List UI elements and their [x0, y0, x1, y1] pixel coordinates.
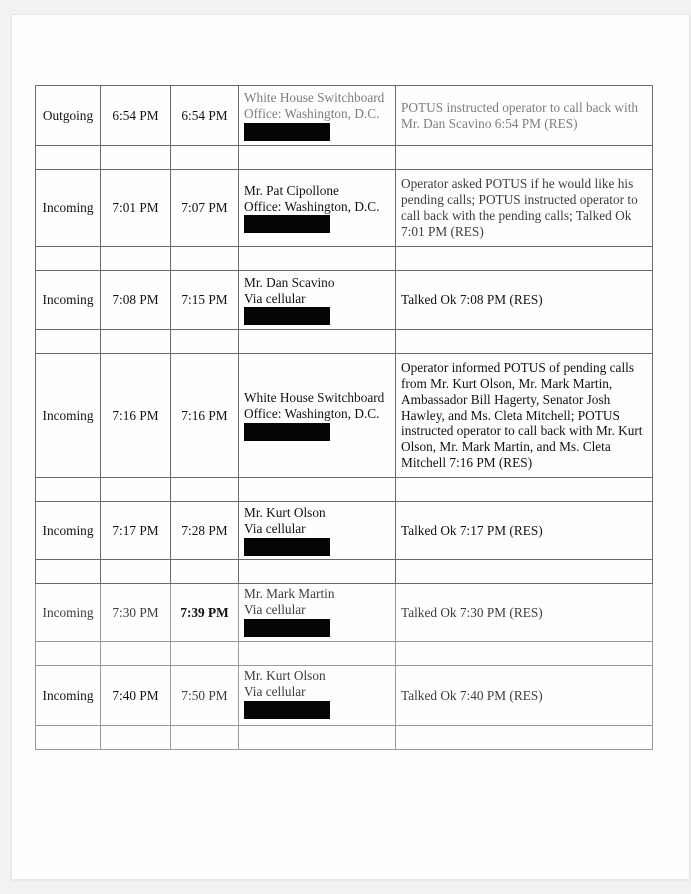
party-location: Via cellular	[244, 521, 306, 536]
call-direction: Incoming	[36, 666, 101, 726]
spacer-row	[36, 726, 653, 750]
call-direction: Incoming	[36, 271, 101, 330]
party-location: Via cellular	[244, 683, 306, 699]
call-party	[239, 584, 396, 642]
call-start-time: 7:17 PM	[101, 502, 171, 560]
redaction-block	[244, 215, 330, 233]
call-row	[36, 86, 653, 146]
call-row	[36, 271, 653, 330]
spacer-row	[36, 330, 653, 354]
call-notes: Operator asked POTUS if he would like his pending calls; POTUS instructed operator to call back with the pending calls; Talked Ok 7:01 PM (RES)	[396, 170, 653, 247]
redaction-block	[244, 123, 330, 141]
call-party	[239, 502, 396, 560]
spacer-row	[36, 247, 653, 271]
call-end-time: 7:15 PM	[171, 271, 239, 330]
party-name: Mr. Pat Cipollone	[244, 182, 339, 198]
redaction-block	[244, 538, 330, 556]
call-start-time: 6:54 PM	[101, 86, 171, 146]
call-row	[36, 666, 653, 726]
call-direction: Incoming	[36, 354, 101, 478]
call-row	[36, 354, 653, 478]
call-end-time: 6:54 PM	[171, 86, 239, 146]
call-party	[239, 170, 396, 247]
call-end-time: 7:39 PM	[171, 584, 239, 642]
call-notes: Talked Ok 7:08 PM (RES)	[396, 271, 653, 330]
party-location: Office: Washington, D.C.	[244, 406, 380, 421]
party-name: Mr. Kurt Olson	[244, 505, 326, 521]
call-direction: Incoming	[36, 502, 101, 560]
call-notes: Talked Ok 7:17 PM (RES)	[396, 502, 653, 560]
party-location: Office: Washington, D.C.	[244, 106, 380, 121]
call-end-time: 7:16 PM	[171, 354, 239, 478]
call-start-time: 7:30 PM	[101, 584, 171, 642]
call-notes: Talked Ok 7:40 PM (RES)	[396, 666, 653, 726]
party-name: White House Switchboard	[244, 390, 385, 406]
spacer-row	[36, 146, 653, 170]
party-location: Office: Washington, D.C.	[244, 198, 380, 214]
call-start-time: 7:08 PM	[101, 271, 171, 330]
call-start-time: 7:40 PM	[101, 666, 171, 726]
party-location: Via cellular	[244, 601, 306, 617]
redaction-block	[244, 423, 330, 441]
spacer-row	[36, 478, 653, 502]
party-name: White House Switchboard	[244, 90, 385, 106]
party-name: Mr. Mark Martin	[244, 586, 335, 601]
call-direction: Outgoing	[36, 86, 101, 146]
call-direction: Incoming	[36, 170, 101, 247]
call-row	[36, 584, 653, 642]
redaction-block	[244, 307, 330, 325]
call-notes: Operator informed POTUS of pending calls from Mr. Kurt Olson, Mr. Mark Martin, Ambassador Bill Hagerty, Senator Josh Hawley, and Ms. Cleta Mitchell; POTUS instructed operator to call back with Mr. Kurt Olson, Mr. Mark Martin, and Ms. Cleta Mitchell 7:16 PM (RES)	[396, 354, 653, 478]
call-end-time: 7:07 PM	[171, 170, 239, 247]
call-end-time: 7:50 PM	[171, 666, 239, 726]
call-start-time: 7:01 PM	[101, 170, 171, 247]
spacer-row	[36, 642, 653, 666]
spacer-row	[36, 560, 653, 584]
party-location: Via cellular	[244, 290, 306, 306]
call-row	[36, 170, 653, 247]
call-end-time: 7:28 PM	[171, 502, 239, 560]
call-party	[239, 354, 396, 478]
party-name: Mr. Kurt Olson	[244, 668, 326, 683]
redaction-block	[244, 701, 330, 719]
party-name: Mr. Dan Scavino	[244, 274, 335, 290]
call-party	[239, 271, 396, 330]
call-notes: Talked Ok 7:30 PM (RES)	[396, 584, 653, 642]
call-party	[239, 86, 396, 146]
call-row	[36, 502, 653, 560]
redaction-block	[244, 619, 330, 637]
call-log-table	[35, 85, 653, 750]
call-start-time: 7:16 PM	[101, 354, 171, 478]
call-party	[239, 666, 396, 726]
call-direction: Incoming	[36, 584, 101, 642]
call-notes: POTUS instructed operator to call back with Mr. Dan Scavino 6:54 PM (RES)	[396, 86, 653, 146]
